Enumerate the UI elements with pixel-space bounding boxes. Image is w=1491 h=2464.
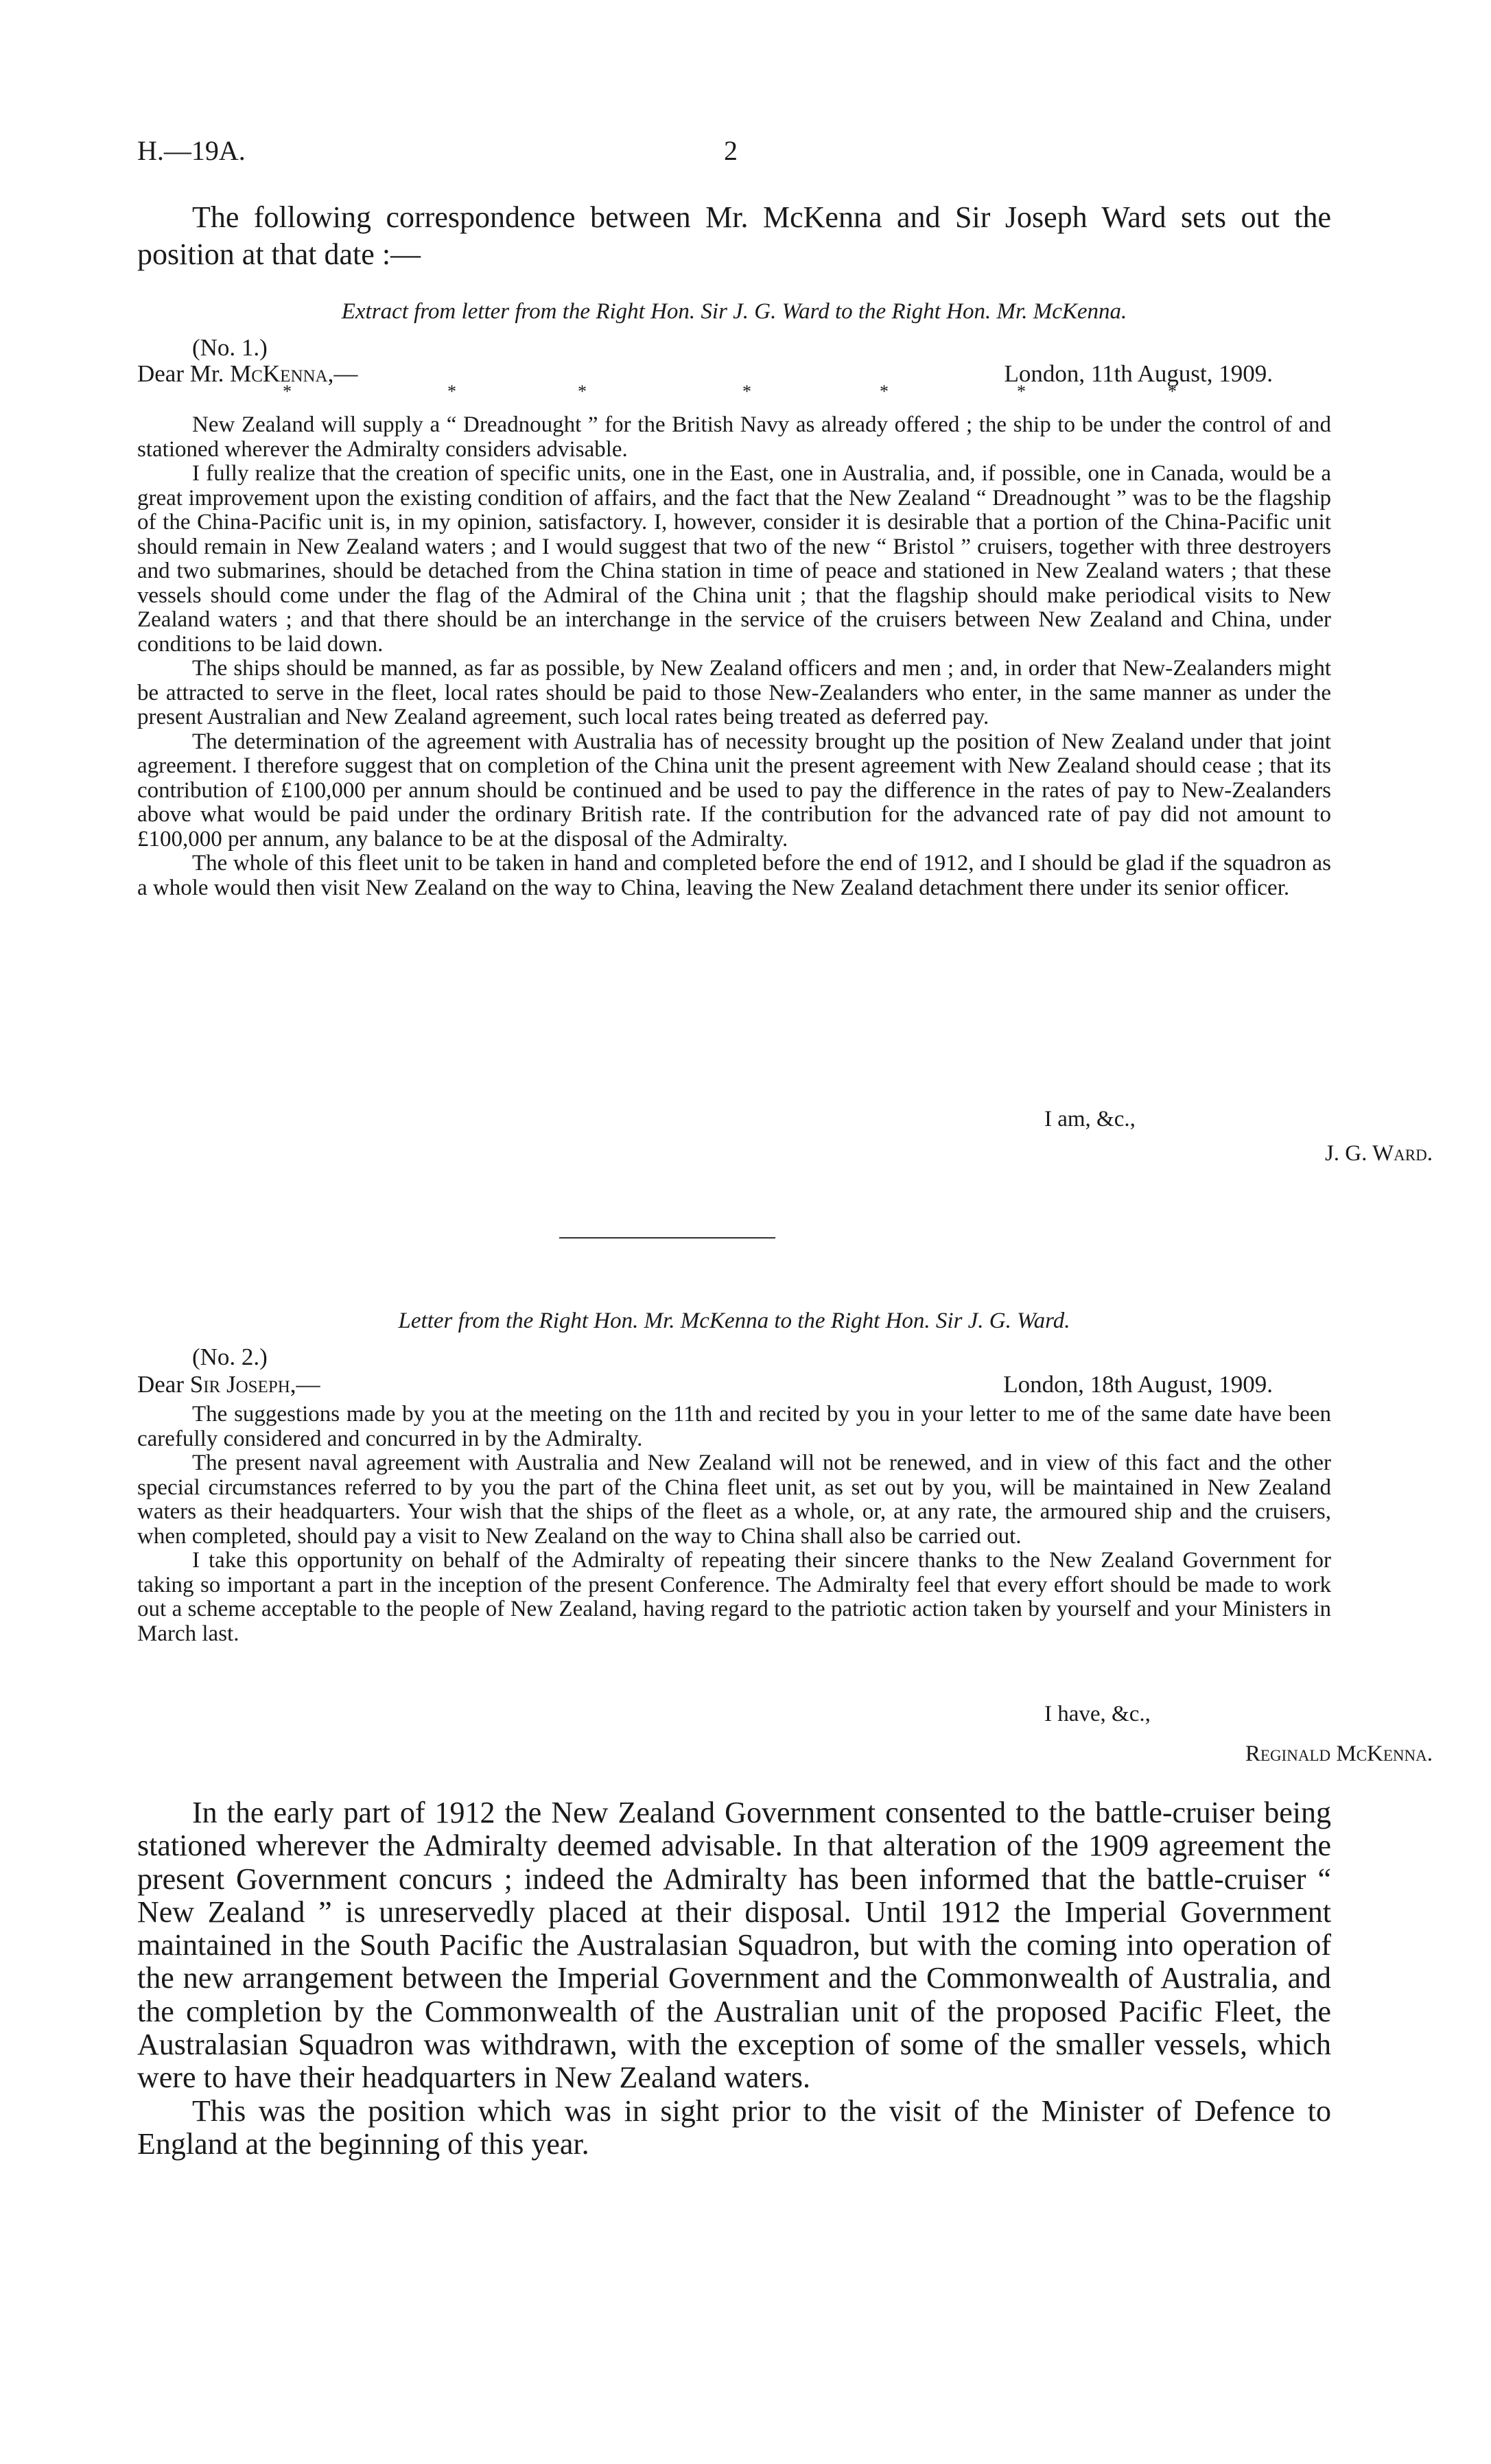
letter2-closing: I have, &c., <box>1044 1702 1151 1726</box>
omission-marks <box>137 382 1331 402</box>
letter2-salutation: Dear Sir Joseph,— <box>137 1371 320 1398</box>
letter1-paragraph: I fully realize that the creation of specific units, one in the East, one in Australia, and, if possible, one in Canada, would be a great improvement upon the existing condition of affairs, and the fact that the New Zealand “ Dreadnought ” was to be the flagship of the China-Pacific unit is, in my opinion, satisfactory. I, however, consider it is desirable that a portion of the China-Pacific unit should remain in New Zealand waters ; and I would suggest that two of the new “ Bristol ” cruisers, together with three destroyers and two submarines, should be detached from the China station in time of peace and stationed in New Zealand waters ; that these vessels should come under the flag of the Admiral of the China unit ; that the flagship should make periodical visits to New Zealand waters ; and that there should be an interchange in the service of the cruisers between New Zealand and China, under conditions to be laid down. <box>137 461 1331 657</box>
letter2-body <box>137 1403 1331 1646</box>
letter2-salutation-row <box>137 1371 1331 1401</box>
letter1-paragraph: The ships should be manned, as far as possible, by New Zealand officers and men ; and, in order that New-Zealanders might be attracted to serve in the fleet, local rates should be paid to those New-Zealanders who enter, in the same manner as under the present Australian and New Zealand agreement, such local rates being treated as deferred pay. <box>137 656 1331 729</box>
omission-star: * <box>742 382 751 401</box>
letter1-number: (No. 1.) <box>192 334 268 361</box>
closing-section <box>137 1796 1331 2161</box>
letter1-date: London, 11th August, 1909. <box>1004 360 1273 387</box>
letter1-closing-row <box>137 1107 1331 1134</box>
letter2-closing-row <box>137 1702 1331 1729</box>
document-reference: H.—19A. <box>137 135 246 166</box>
letter2-signature: Reginald McKenna. <box>1245 1741 1433 1766</box>
omission-star: * <box>447 382 456 401</box>
omission-star: * <box>1017 382 1026 401</box>
letter1-closing: I am, &c., <box>1044 1107 1136 1131</box>
letter1-paragraph: The determination of the agreement with Australia has of necessity brought up the position of New Zealand under that joint agreement. I therefore suggest that on completion of the China unit the present agreement with New Zealand should cease ; that its contribution of £100,000 per annum should be continued and be used to pay the difference in the rates of pay to New-Zealanders above what would be paid under the ordinary British rate. If the contribution for the advanced rate of pay did not amount to £100,000 per annum, any balance to be at the disposal of the Admiralty. <box>137 729 1331 852</box>
omission-star: * <box>880 382 889 401</box>
letter1-salutation: Dear Mr. McKenna,— <box>137 360 358 387</box>
intro-paragraph: The following correspondence between Mr. McKenna and Sir Joseph Ward sets out the position at that date :— <box>137 200 1331 271</box>
letter2-number: (No. 2.) <box>192 1344 268 1370</box>
letter1-body <box>137 413 1331 900</box>
omission-star: * <box>1168 382 1177 401</box>
closing-paragraph: In the early part of 1912 the New Zealand Government consented to the battle-cruiser being stationed wherever the Admiralty deemed advisable. In that alteration of the 1909 agreement the present Government concurs ; indeed the Admiralty has been informed that the battle-cruiser “ New Zealand ” is unreservedly placed at their disposal. Until 1912 the Imperial Government maintained in the South Pacific the Australasian Squadron, but with the coming into operation of the new arrangement between the Imperial Government and the Commonwealth of Australia, and the completion by the Commonwealth of the Australian unit of the proposed Pacific Fleet, the Australasian Squadron was withdrawn, with the exception of some of the smaller vessels, which were to have their headquarters in New Zealand waters. <box>137 1796 1331 2095</box>
letter1-paragraph: New Zealand will supply a “ Dreadnought ” for the British Navy as already offered ; the ship to be under the control of and stationed wherever the Admiralty considers advisable. <box>137 412 1331 462</box>
letter1-heading: Extract from letter from the Right Hon. Sir J. G. Ward to the Right Hon. Mr. McKenna. <box>341 299 1127 324</box>
letter2-heading: Letter from the Right Hon. Mr. McKenna to the Right Hon. Sir J. G. Ward. <box>398 1309 1070 1333</box>
closing-paragraph: This was the position which was in sight prior to the visit of the Minister of Defence to England at the beginning of this year. <box>137 2093 1331 2161</box>
omission-star: * <box>283 382 292 401</box>
page-header <box>137 134 1331 176</box>
letter2-paragraph: The suggestions made by you at the meeting on the 11th and recited by you in your letter to me of the same date have been carefully considered and concurred in by the Admiralty. <box>137 1402 1331 1451</box>
letter2-date: London, 18th August, 1909. <box>1003 1371 1273 1398</box>
section-divider <box>559 1237 775 1239</box>
letter2-paragraph: I take this opportunity on behalf of the Admiralty of repeating their sincere thanks to the New Zealand Government for taking so important a part in the inception of the present Conference. The Admiralty feel that every effort should be made to work out a scheme acceptable to the people of New Zealand, having regard to the patriotic action taken by yourself and your Ministers in March last. <box>137 1548 1331 1646</box>
letter1-signature: J. G. Ward. <box>1324 1141 1433 1166</box>
letter1-paragraph: The whole of this fleet unit to be taken in hand and completed before the end of 1912, and I should be glad if the squadron as a whole would then visit New Zealand on the way to China, leaving the New Zealand detachment there under its senior officer. <box>137 851 1331 900</box>
letter2-paragraph: The present naval agreement with Australia and New Zealand will not be renewed, and in view of this fact and the other special circumstances referred to by you the part of the China fleet unit, as set out by you, will be maintained in New Zealand waters as their headquarters. Your wish that the ships of the fleet as a whole, or, at any rate, the armoured ship and the cruisers, when completed, should pay a visit to New Zealand on the way to China shall also be carried out. <box>137 1451 1331 1549</box>
page-number: 2 <box>724 135 738 166</box>
omission-star: * <box>578 382 587 401</box>
